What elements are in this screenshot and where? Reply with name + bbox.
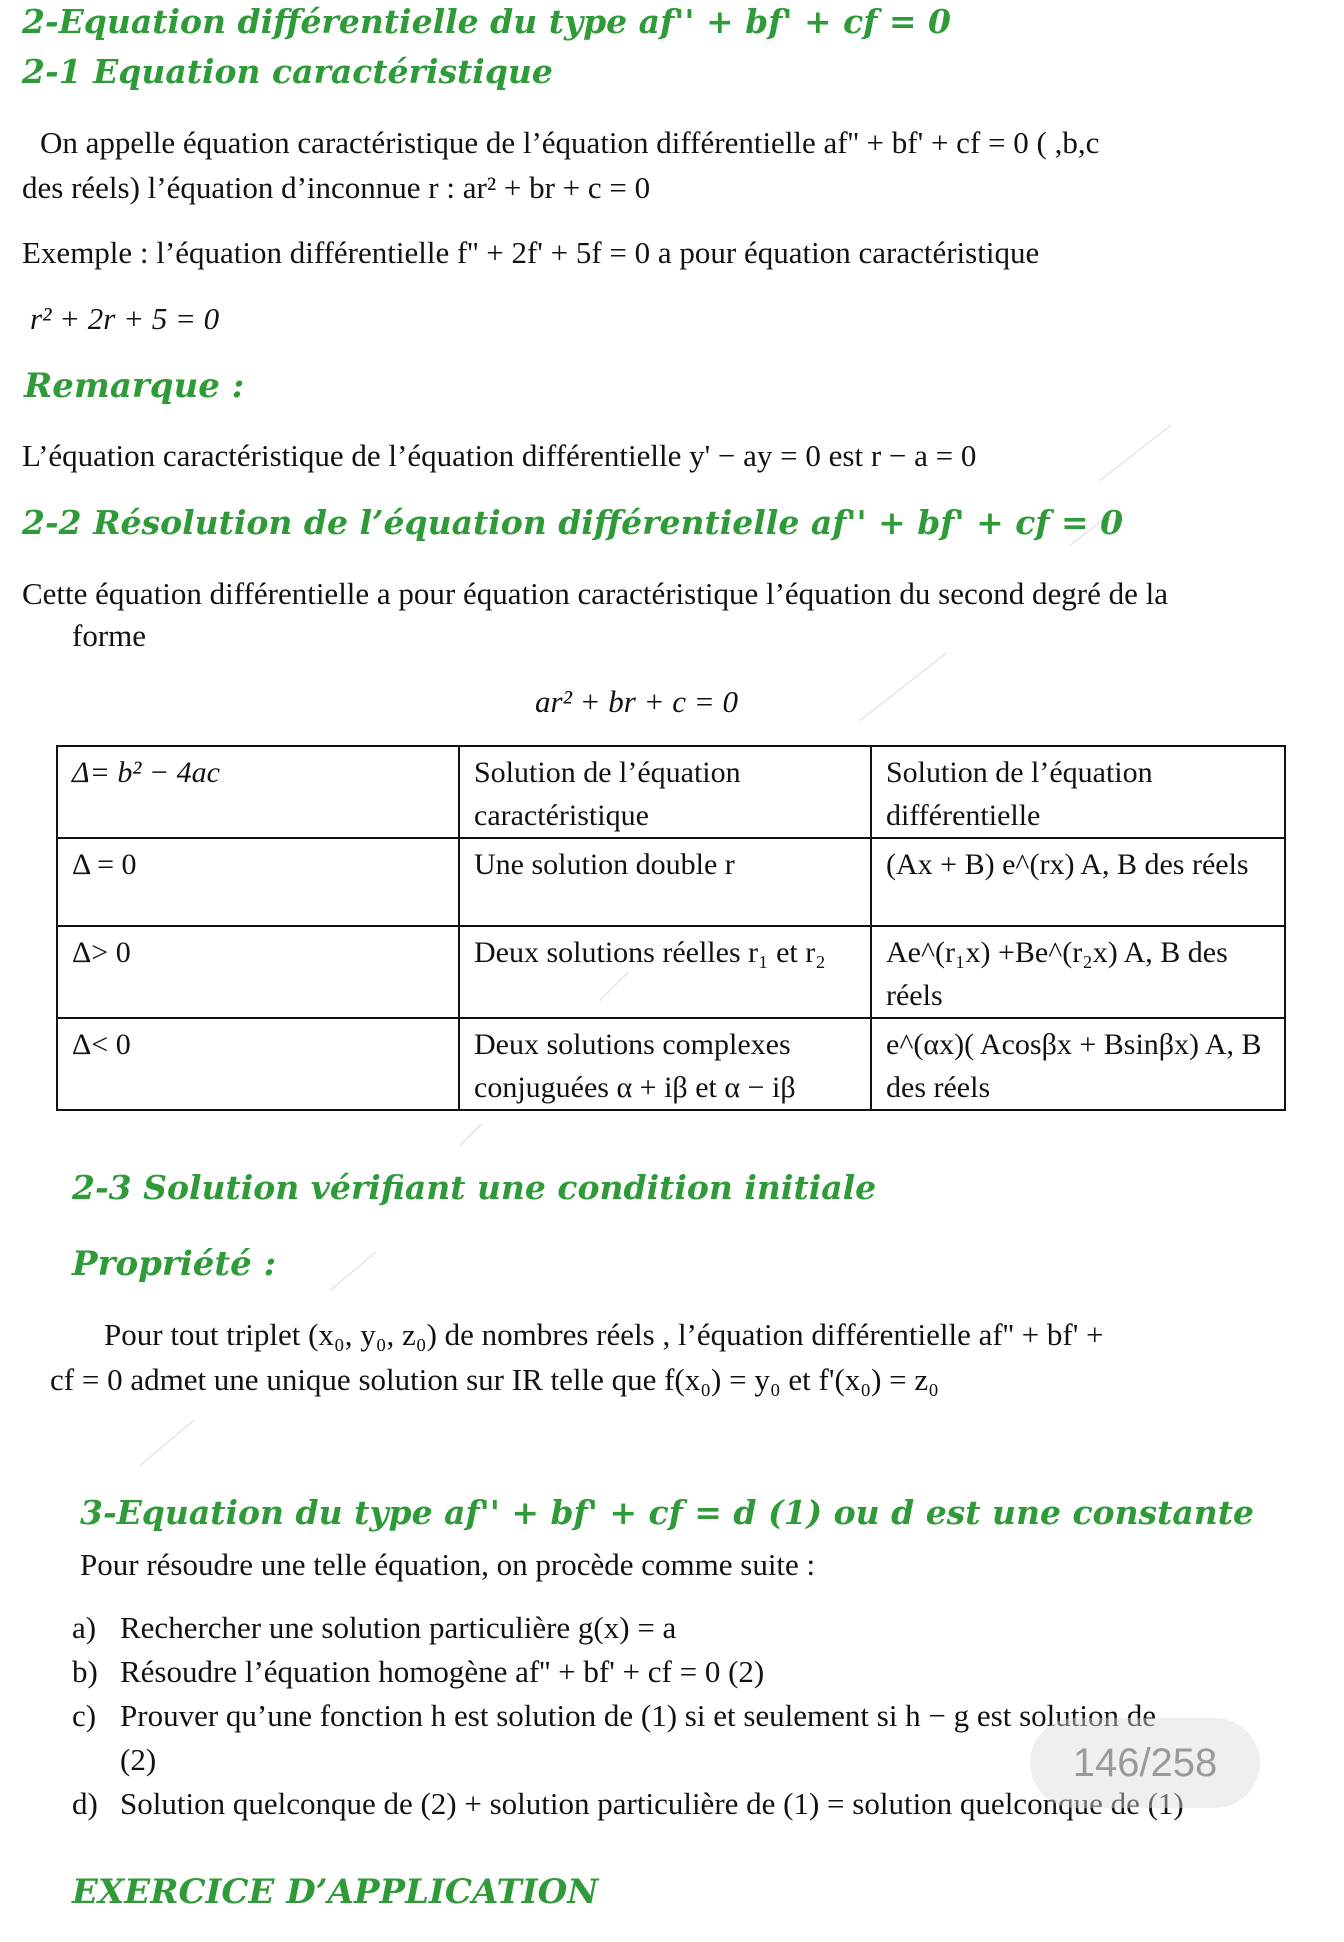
remark-title: Remarque : (24, 366, 245, 406)
example-line-1: Exemple : l’équation différentielle f'' + 2f' + 5f = 0 a pour équation caractéristique (22, 235, 1040, 270)
delta-case: Δ< 0 (72, 1028, 131, 1061)
table-row (57, 1018, 1285, 1110)
table-cell (459, 1018, 871, 1110)
list-label: c) (72, 1698, 97, 1733)
example-equation: r² + 2r + 5 = 0 (30, 301, 220, 336)
table-cell (57, 838, 459, 926)
list-text: Solution quelconque de (2) + solution particulière de (1) = solution quelconque de (1) (120, 1786, 1184, 1821)
table-cell (459, 926, 871, 1018)
table-cell (57, 1018, 459, 1110)
header-delta: Δ= b² − 4ac (72, 756, 220, 789)
table-cell (871, 1018, 1285, 1110)
list-item (72, 1786, 1184, 1822)
table-row (57, 926, 1285, 1018)
exercise-title: EXERCICE D’APPLICATION (72, 1872, 599, 1912)
list-label: d) (72, 1786, 98, 1821)
list-item (72, 1610, 676, 1646)
differential-solution: (Ax + B) e^(rx) A, B des réels (886, 848, 1249, 881)
list-item (72, 1654, 764, 1690)
scan-streak (860, 652, 947, 721)
solutions-table (56, 745, 1286, 1111)
list-text: Prouver qu’une fonction h est solution de (1) si et seulement si h − g est solution de (120, 1698, 1157, 1733)
differential-solution: e^(αx)( Acosβx + Bsinβx) A, B des réels (886, 1028, 1262, 1104)
subsection-2-2-title: 2-2 Résolution de l’équation différentielle af'' + bf' + cf = 0 (22, 503, 1124, 542)
table-cell (459, 838, 871, 926)
table-cell (57, 926, 459, 1018)
list-text: Rechercher une solution particulière g(x) = a (120, 1610, 677, 1645)
header-characteristic-solution: Solution de l’équation caractéristique (474, 756, 741, 832)
page-indicator: 146/258 (1030, 1718, 1260, 1808)
section-3-intro: Pour résoudre une telle équation, on procède comme suite : (80, 1547, 816, 1582)
section-2-title: 2-Equation différentielle du type af'' + bf' + cf = 0 (22, 2, 951, 41)
list-label: b) (72, 1654, 98, 1689)
scan-streak (140, 1420, 194, 1466)
characteristic-solution: Une solution double r (474, 848, 735, 881)
delta-case: Δ> 0 (72, 936, 131, 969)
list-item (72, 1742, 156, 1778)
characteristic-solution: Deux solutions complexes conjuguées α + iβ et α − iβ (474, 1028, 796, 1104)
differential-solution: Ae^(r₁x) +Be^(r₂x) A, B des réels (886, 936, 1228, 1012)
characteristic-def-line-2: des réels) l’équation d’inconnue r : ar² + br + c = 0 (22, 170, 651, 205)
list-text: Résoudre l’équation homogène af'' + bf' + cf = 0 (2) (120, 1654, 765, 1689)
table-header-row (57, 746, 1285, 838)
property-line-1: Pour tout triplet (x₀, y₀, z₀) de nombres réels , l’équation différentielle af'' + bf' + (104, 1317, 1104, 1352)
list-text: (2) (120, 1742, 157, 1777)
scan-streak (460, 1124, 482, 1146)
section-3-title: 3-Equation du type af'' + bf' + cf = d (1) ou d est une constante (80, 1493, 1254, 1532)
table-cell (871, 838, 1285, 926)
delta-case: Δ = 0 (72, 848, 137, 881)
table-header-cell (871, 746, 1285, 838)
subsection-2-3-title: 2-3 Solution vérifiant une condition initiale (72, 1168, 877, 1207)
property-title: Propriété : (72, 1244, 277, 1284)
table-header-cell (57, 746, 459, 838)
table-header-cell (459, 746, 871, 838)
table-row (57, 838, 1285, 926)
characteristic-solution: Deux solutions réelles r₁ et r₂ (474, 936, 826, 969)
resolution-intro-line-2: forme (72, 618, 147, 653)
scan-streak (330, 1252, 377, 1291)
table-cell (871, 926, 1285, 1018)
list-label: a) (72, 1610, 97, 1645)
list-item (72, 1698, 1156, 1734)
characteristic-def-line-1: On appelle équation caractéristique de l’équation différentielle af'' + bf' + cf = 0 ( ,b,c (40, 125, 1100, 160)
header-differential-solution: Solution de l’équation différentielle (886, 756, 1153, 832)
center-characteristic-equation: ar² + br + c = 0 (535, 684, 738, 719)
subsection-2-1-title: 2-1 Equation caractéristique (22, 52, 553, 91)
scan-streak (1100, 425, 1172, 481)
remark-text: L’équation caractéristique de l’équation différentielle y' − ay = 0 est r − a = 0 (22, 438, 977, 473)
resolution-intro-line-1: Cette équation différentielle a pour équation caractéristique l’équation du second degré de la (22, 576, 1168, 611)
property-line-2: cf = 0 admet une unique solution sur IR telle que f(x₀) = y₀ et f'(x₀) = z₀ (50, 1362, 939, 1397)
